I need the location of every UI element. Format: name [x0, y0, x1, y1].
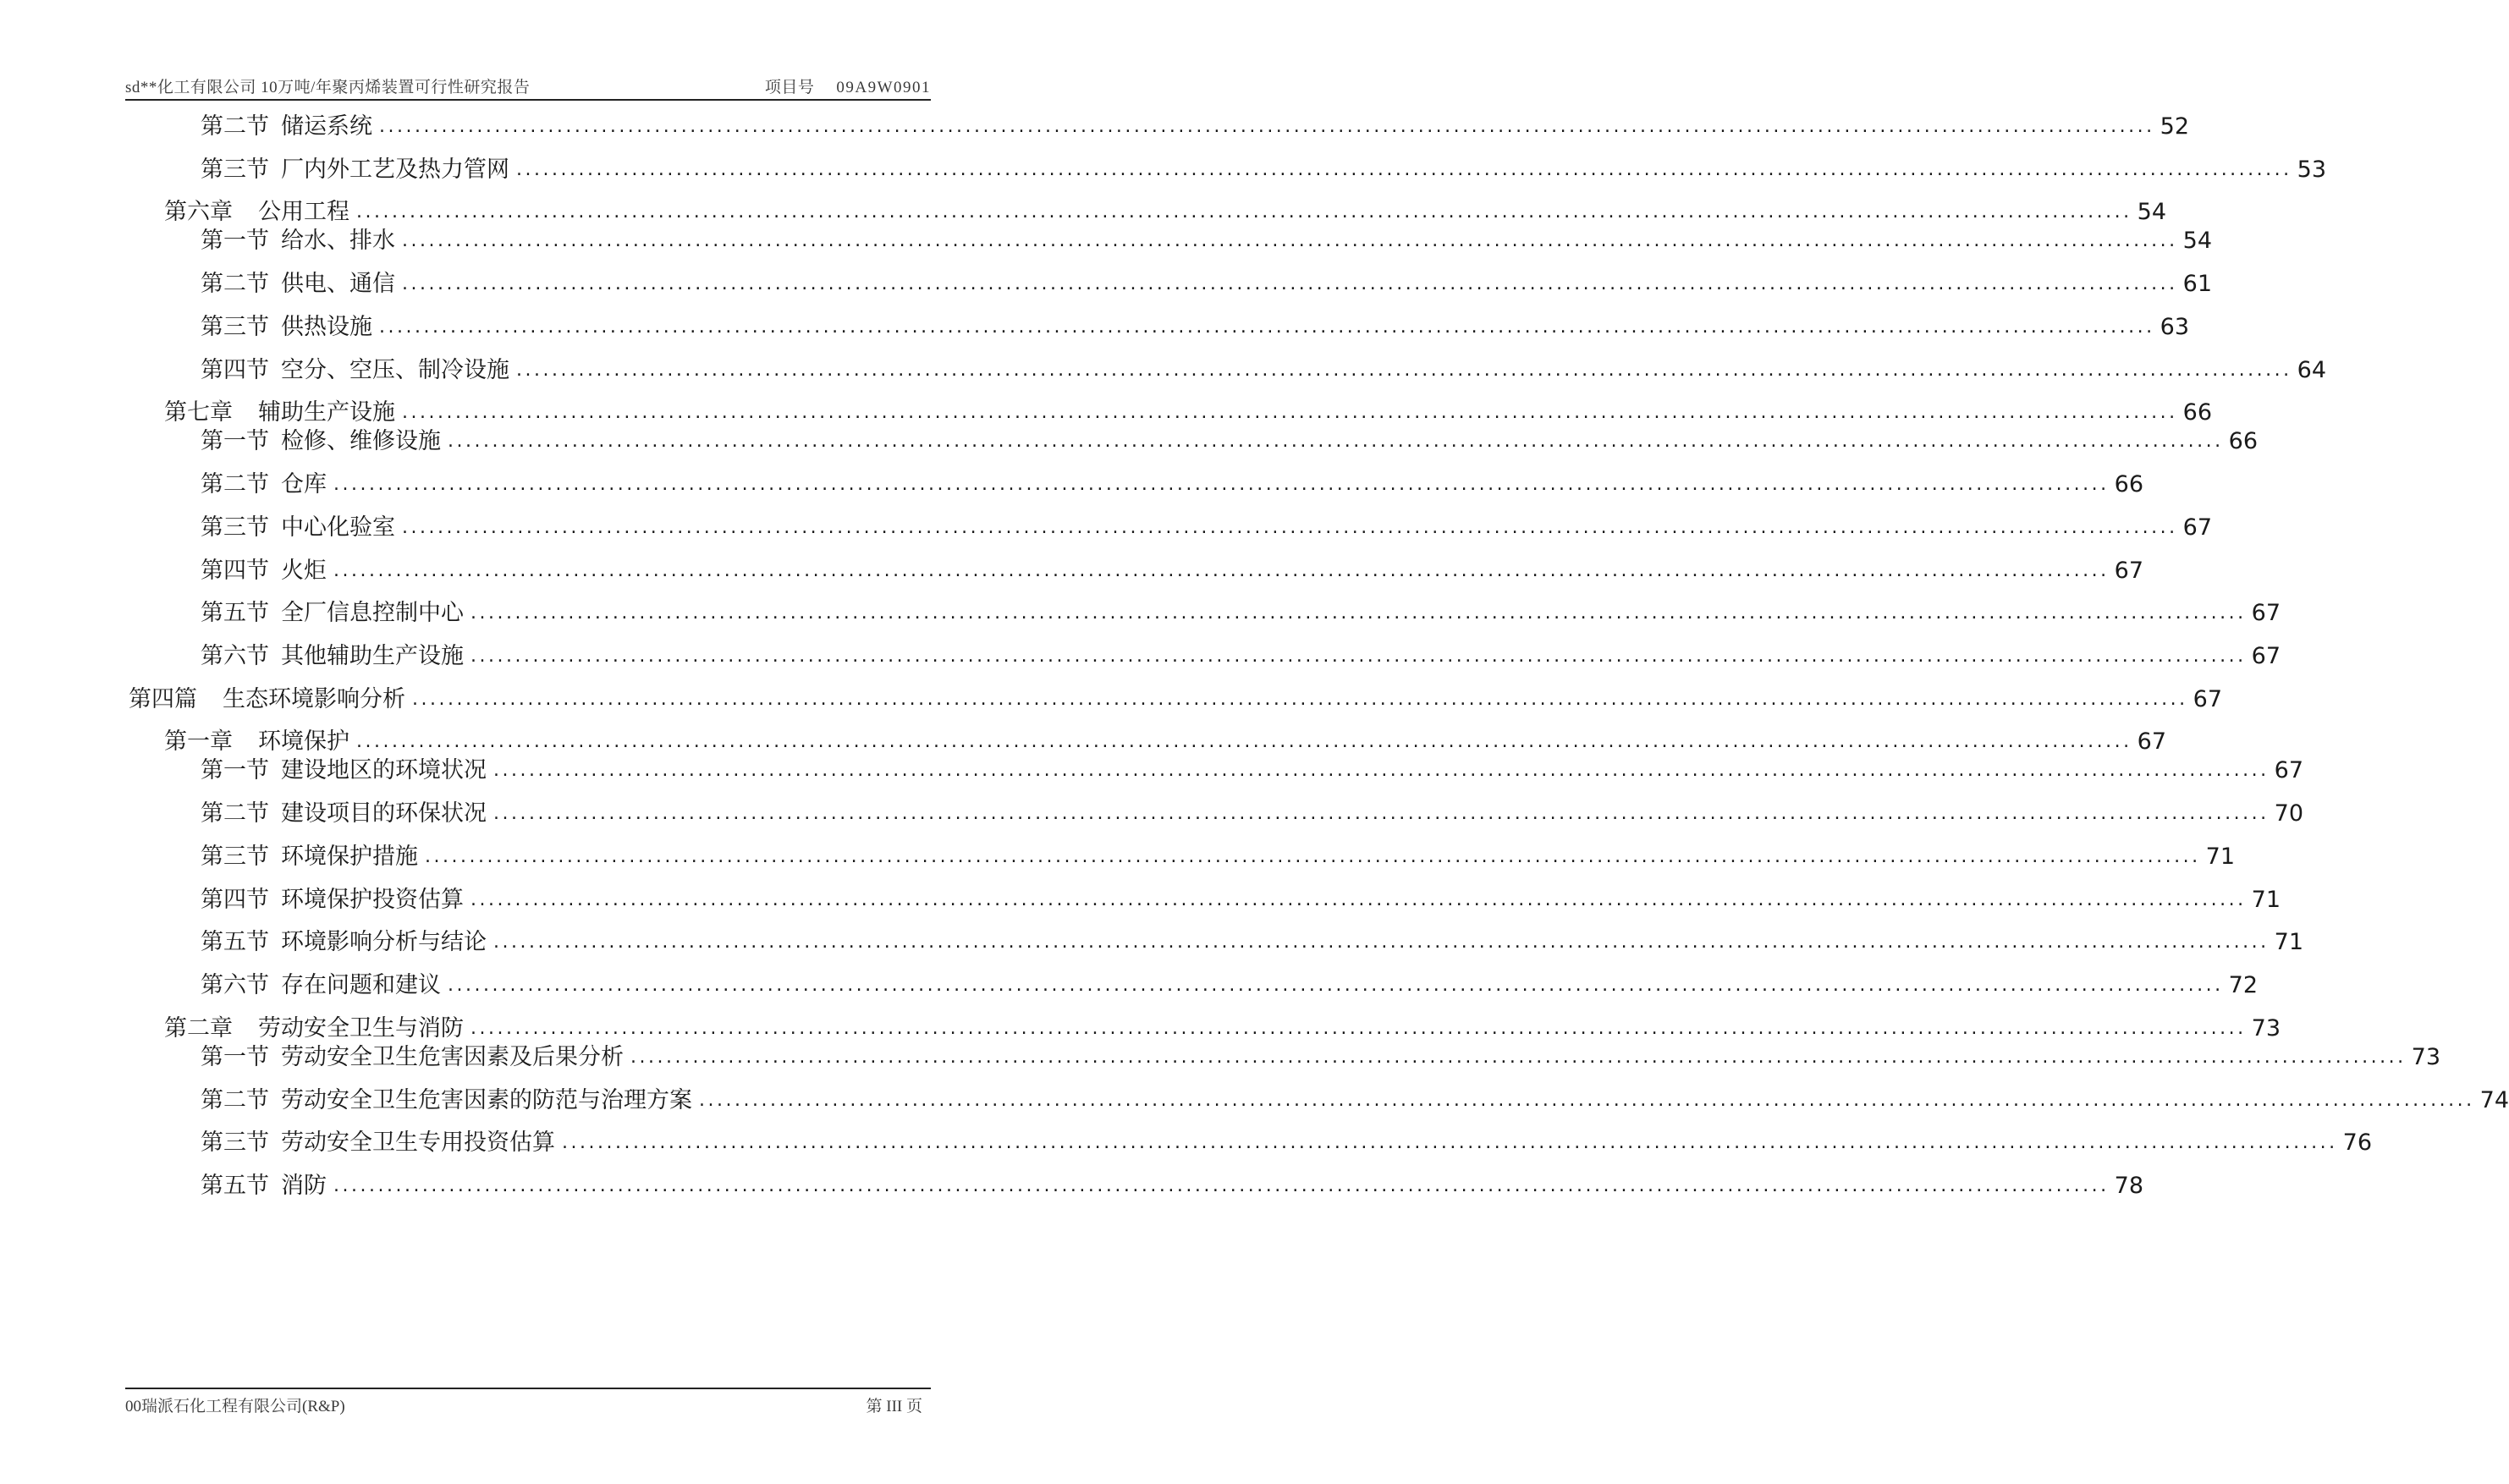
toc-entry[interactable] — [201, 1041, 2440, 1075]
toc-entry-page: 67 — [2114, 558, 2143, 584]
toc-entry-number: 第三节 — [201, 314, 269, 340]
toc-entry-title: 给水、排水 — [281, 228, 395, 254]
toc-entry-page: 76 — [2342, 1129, 2372, 1156]
toc-entry-number: 第六节 — [201, 643, 269, 669]
toc-entry-number: 第二节 — [201, 471, 269, 497]
toc-entry-title: 建设项目的环保状况 — [281, 800, 487, 827]
toc-entry-title: 检修、维修设施 — [281, 428, 441, 454]
toc-entry-page: 67 — [2182, 514, 2212, 541]
toc-dot-leader: ........................................................................................................................................................................................................ — [699, 1090, 2475, 1111]
toc-dot-leader: ........................................................................................................................................................................................................ — [448, 975, 2224, 996]
toc-entry-title: 中心化验室 — [281, 514, 395, 541]
toc-entry-page: 71 — [2205, 844, 2235, 870]
toc-entry[interactable] — [201, 640, 2281, 673]
toc-entry[interactable] — [201, 425, 2258, 459]
toc-entry-page: 70 — [2274, 800, 2303, 827]
toc-entry-number: 第一节 — [201, 428, 269, 454]
toc-entry-title: 公用工程 — [258, 199, 349, 225]
toc-entry-number: 第二章 — [164, 1015, 233, 1042]
toc-entry-page: 54 — [2137, 199, 2166, 225]
toc-entry-number: 第五节 — [201, 929, 269, 955]
toc-dot-leader: ........................................................................................................................................................................................................ — [470, 1018, 2247, 1039]
toc-dot-leader: ........................................................................................................................................................................................................ — [493, 803, 2270, 824]
toc-entry-title: 其他辅助生产设施 — [281, 643, 464, 669]
toc-entry-page: 71 — [2274, 929, 2303, 955]
toc-entry[interactable] — [201, 1126, 2372, 1160]
toc-entry-number: 第三节 — [201, 157, 269, 183]
toc-entry-title: 劳动安全卫生与消防 — [258, 1015, 464, 1042]
toc-dot-leader: ........................................................................................................................................................................................................ — [470, 889, 2247, 910]
toc-dot-leader: ........................................................................................................................................................................................................ — [630, 1047, 2407, 1068]
toc-entry-title: 生态环境影响分析 — [223, 686, 405, 712]
toc-entry-page: 67 — [2193, 686, 2222, 712]
toc-entry-page: 67 — [2274, 757, 2303, 783]
project-number: 09A9W0901 — [836, 79, 931, 96]
toc-entry[interactable] — [201, 596, 2281, 630]
toc-entry-title: 环境保护 — [258, 728, 349, 755]
toc-entry-page: 54 — [2182, 228, 2212, 254]
toc-dot-leader: ........................................................................................................................................................................................................ — [402, 273, 2178, 294]
toc-entry-title: 储运系统 — [281, 113, 372, 140]
toc-dot-leader: ........................................................................................................................................................................................................ — [562, 1132, 2338, 1153]
toc-entry-number: 第七章 — [164, 399, 233, 426]
footer-page-number: 第 III 页 — [866, 1398, 922, 1415]
toc-dot-leader: ........................................................................................................................................................................................................ — [356, 201, 2132, 223]
toc-entry-page: 66 — [2182, 399, 2212, 426]
toc-entry-title: 厂内外工艺及热力管网 — [281, 157, 509, 183]
toc-entry-title: 存在问题和建议 — [281, 972, 441, 998]
toc-entry[interactable] — [201, 969, 2258, 1003]
toc-entry-number: 第二节 — [201, 1087, 269, 1113]
toc-entry-page: 67 — [2251, 643, 2281, 669]
toc-dot-leader: ........................................................................................................................................................................................................ — [379, 316, 2155, 338]
header-title: sd**化工有限公司 10万吨/年聚丙烯装置可行性研究报告 — [125, 79, 531, 96]
toc-entry-number: 第五节 — [201, 1173, 269, 1199]
toc-entry-title: 劳动安全卫生危害因素及后果分析 — [281, 1044, 624, 1070]
toc-entry-page: 73 — [2251, 1015, 2281, 1042]
toc-entry-number: 第一节 — [201, 228, 269, 254]
toc-dot-leader: ........................................................................................................................................................................................................ — [333, 560, 2110, 581]
toc-entry-title: 劳动安全卫生危害因素的防范与治理方案 — [281, 1087, 692, 1113]
toc-dot-leader: ........................................................................................................................................................................................................ — [402, 402, 2178, 423]
project-label: 项目号 — [764, 79, 815, 96]
toc-entry-number: 第二节 — [201, 271, 269, 297]
toc-entry-title: 火炬 — [281, 558, 327, 584]
toc-dot-leader: ........................................................................................................................................................................................................ — [493, 932, 2270, 953]
toc-dot-leader: ........................................................................................................................................................................................................ — [333, 474, 2110, 495]
toc-entry[interactable] — [201, 754, 2303, 788]
toc-entry[interactable] — [201, 311, 2189, 344]
toc-entry[interactable] — [201, 883, 2281, 917]
toc-dot-leader: ........................................................................................................................................................................................................ — [379, 116, 2155, 137]
toc-entry-number: 第五节 — [201, 600, 269, 626]
page-footer — [125, 1392, 931, 1415]
toc-entry[interactable] — [201, 1169, 2143, 1203]
toc-entry-number: 第四节 — [201, 558, 269, 584]
toc-dot-leader: ........................................................................................................................................................................................................ — [448, 431, 2224, 452]
toc-entry-page: 61 — [2182, 271, 2212, 297]
toc-entry-page: 74 — [2479, 1087, 2509, 1113]
toc-entry-title: 辅助生产设施 — [258, 399, 395, 426]
toc-entry-title: 劳动安全卫生专用投资估算 — [281, 1129, 555, 1156]
toc-entry[interactable] — [201, 110, 2189, 144]
toc-dot-leader: ........................................................................................................................................................................................................ — [493, 760, 2270, 781]
toc-entry-page: 66 — [2228, 428, 2258, 454]
toc-entry[interactable] — [201, 840, 2235, 874]
toc-entry-page: 63 — [2160, 314, 2189, 340]
toc-entry-page: 67 — [2137, 728, 2166, 755]
toc-entry[interactable] — [201, 554, 2143, 588]
toc-entry-page: 64 — [2297, 357, 2326, 383]
footer-company: 00瑞派石化工程有限公司(R&P) — [125, 1398, 345, 1415]
toc-entry-number: 第四节 — [201, 357, 269, 383]
toc-entry[interactable] — [201, 797, 2303, 831]
toc-entry[interactable] — [201, 153, 2326, 187]
toc-entry-page: 72 — [2228, 972, 2258, 998]
toc-entry-page: 52 — [2160, 113, 2189, 140]
toc-dot-leader: ........................................................................................................................................................................................................ — [356, 731, 2132, 752]
toc-entry-title: 建设地区的环境状况 — [281, 757, 487, 783]
toc-entry-page: 67 — [2251, 600, 2281, 626]
toc-dot-leader: ........................................................................................................................................................................................................ — [402, 517, 2178, 538]
toc-entry-number: 第六章 — [164, 199, 233, 225]
toc-dot-leader: ........................................................................................................................................................................................................ — [412, 689, 2188, 710]
toc-entry[interactable] — [201, 1084, 2509, 1118]
toc-dot-leader: ........................................................................................................................................................................................................ — [333, 1175, 2110, 1196]
toc-entry-number: 第一节 — [201, 1044, 269, 1070]
toc-entry-page: 78 — [2114, 1173, 2143, 1199]
footer-divider — [125, 1388, 931, 1389]
toc-entry-number: 第三节 — [201, 844, 269, 870]
toc-dot-leader: ........................................................................................................................................................................................................ — [470, 646, 2247, 667]
toc-entry-title: 供热设施 — [281, 314, 372, 340]
toc-entry-number: 第一节 — [201, 757, 269, 783]
toc-entry[interactable] — [201, 511, 2212, 545]
toc-dot-leader: ........................................................................................................................................................................................................ — [516, 360, 2292, 381]
toc-dot-leader: ........................................................................................................................................................................................................ — [402, 230, 2178, 251]
toc-entry-number: 第二节 — [201, 800, 269, 827]
toc-entry-title: 仓库 — [281, 471, 327, 497]
toc-entry[interactable] — [129, 683, 2222, 717]
toc-entry-title: 环境保护投资估算 — [281, 887, 464, 913]
toc-entry-page: 73 — [2411, 1044, 2440, 1070]
toc-entry-number: 第二节 — [201, 113, 269, 140]
toc-entry-number: 第四篇 — [129, 686, 197, 712]
toc-entry-page: 66 — [2114, 471, 2143, 497]
toc-entry[interactable] — [201, 468, 2143, 502]
toc-entry[interactable] — [201, 926, 2303, 959]
toc-dot-leader: ........................................................................................................................................................................................................ — [470, 602, 2247, 624]
toc-entry[interactable] — [201, 267, 2212, 301]
toc-dot-leader: ........................................................................................................................................................................................................ — [425, 846, 2201, 867]
toc-entry-title: 全厂信息控制中心 — [281, 600, 464, 626]
toc-entry-title: 环境保护措施 — [281, 844, 418, 870]
toc-entry-title: 消防 — [281, 1173, 327, 1199]
toc-entry-number: 第三节 — [201, 514, 269, 541]
toc-entry-page: 53 — [2297, 157, 2326, 183]
toc-entry-title: 环境影响分析与结论 — [281, 929, 487, 955]
toc-entry-title: 供电、通信 — [281, 271, 395, 297]
toc-dot-leader: ........................................................................................................................................................................................................ — [516, 159, 2292, 180]
toc-entry-number: 第六节 — [201, 972, 269, 998]
toc-entry[interactable] — [201, 224, 2212, 258]
toc-entry-page: 71 — [2251, 887, 2281, 913]
toc-entry-number: 第三节 — [201, 1129, 269, 1156]
toc-entry-title: 空分、空压、制冷设施 — [281, 357, 509, 383]
toc-entry[interactable] — [201, 354, 2326, 387]
toc-entry-number: 第四节 — [201, 887, 269, 913]
toc-entry-number: 第一章 — [164, 728, 233, 755]
